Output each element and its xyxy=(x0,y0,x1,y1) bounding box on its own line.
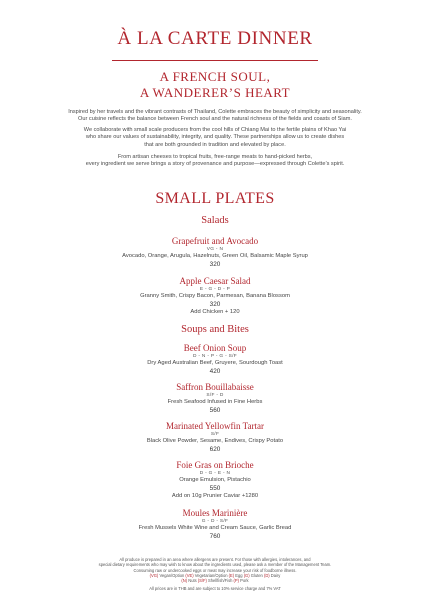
item-name: Moules Marinière xyxy=(182,508,248,518)
intro-paragraph-1 xyxy=(14,109,416,124)
item-description: Avocado, Orange, Arugula, Hazelnuts, Green Oil, Balsamic Maple Syrup xyxy=(122,253,308,259)
item-description: Fresh Seafood Infused in Fine Herbs xyxy=(167,399,263,405)
legend-label: Nuts xyxy=(188,578,197,584)
legend-label: Vegan/Option xyxy=(159,572,185,578)
menu-item xyxy=(0,236,430,269)
intro-line: every ingredient we serve brings a story of provenance and purpose—expressed through Colette’s spirit. xyxy=(85,161,345,168)
prices-note: All prices are in THB and are subject to 10% service charge and 7% VAT xyxy=(149,586,281,592)
legend-key: (N) xyxy=(181,578,188,584)
legend-key: (D) xyxy=(263,572,270,578)
allergen-legend-row xyxy=(40,578,390,583)
legend-key: (S/F) xyxy=(197,578,207,584)
item-add-on: Add on 10g Prunier Caviar +1280 xyxy=(171,493,259,500)
item-price: 560 xyxy=(209,406,221,414)
menu-item xyxy=(0,508,430,541)
menu-item xyxy=(0,382,430,415)
item-name: Beef Onion Soup xyxy=(183,343,247,353)
allergen-footer xyxy=(40,557,390,592)
item-name: Foie Gras on Brioche xyxy=(176,460,254,470)
tagline-line-1: A FRENCH SOUL, xyxy=(159,69,271,84)
item-allergens: VG - N xyxy=(206,247,224,252)
legend-label: Shellfish/Fish xyxy=(208,578,233,584)
footer-disclaimer: All produce is prepared in an area where allergens are present. For those with allergies, intolerances, and xyxy=(119,557,311,562)
item-allergens: G - D - S/F xyxy=(201,519,229,524)
intro-line: From artisan cheeses to tropical fruits, free-range meats to hand-picked herbs, xyxy=(117,154,313,160)
item-allergens: S/F - D xyxy=(206,393,224,398)
legend-label: Pork xyxy=(240,578,249,584)
subsection-title-salads: Salads xyxy=(201,215,229,226)
item-description: Orange Emulsion, Pistachio xyxy=(179,477,251,483)
legend-label: Gluten xyxy=(250,572,263,578)
item-allergens: S/F xyxy=(210,432,220,437)
menu-item xyxy=(0,343,430,376)
section-title-small-plates: SMALL PLATES xyxy=(155,190,275,207)
legend-key: (P) xyxy=(233,578,240,584)
intro-line: Our cuisine reflects the balance between French soul and the natural richness of the fields and coasts of Siam. xyxy=(78,116,352,123)
item-price: 320 xyxy=(209,300,221,308)
legend-key: (VE) xyxy=(185,572,194,578)
item-name: Saffron Bouillabaisse xyxy=(176,382,254,392)
menu-item xyxy=(0,421,430,454)
intro-line: Inspired by her travels and the vibrant contrasts of Thailand, Colette embraces the beauty of simplicity and seasonality. xyxy=(68,109,362,115)
item-allergens: D - G - E - N xyxy=(199,471,231,476)
item-name: Grapefruit and Avocado xyxy=(171,236,259,246)
legend-key: (VG) xyxy=(149,572,159,578)
item-price: 550 xyxy=(209,484,221,492)
item-description: Dry Aged Australian Beef, Gruyere, Sourdough Toast xyxy=(147,360,283,366)
tagline-line-2: A WANDERER’S HEART xyxy=(139,85,291,100)
subsection-title-soups-and-bites: Soups and Bites xyxy=(181,324,249,335)
legend-key: (E) xyxy=(228,572,235,578)
menu-title: À LA CARTE DINNER xyxy=(117,28,313,49)
legend-key: (G) xyxy=(243,572,250,578)
item-description: Fresh Mussels White Wine and Cream Sauce, Garlic Bread xyxy=(138,525,292,531)
item-allergens: D - N - P - G - S/F xyxy=(193,354,237,359)
item-price: 320 xyxy=(209,260,221,268)
legend-label: Egg xyxy=(235,572,243,578)
legend-label: Vegetarian/Option xyxy=(194,572,228,578)
item-description: Black Olive Powder, Sesame, Endives, Crispy Potato xyxy=(146,438,284,444)
item-description: Granny Smith, Crispy Bacon, Parmesan, Banana Blossom xyxy=(140,293,290,299)
legend-label: Dairy xyxy=(270,572,281,578)
item-price: 620 xyxy=(209,445,221,453)
item-add-on: Add Chicken + 120 xyxy=(190,309,240,316)
item-allergens: E - G - D - P xyxy=(199,287,231,292)
intro-line: We collaborate with small scale producers from the cool hills of Chiang Mai to the fertile plains of Khao Yai xyxy=(83,127,347,133)
menu-item xyxy=(0,460,430,501)
item-price: 760 xyxy=(209,532,221,540)
item-price: 420 xyxy=(209,367,221,375)
intro-paragraph-3 xyxy=(14,154,416,169)
title-divider xyxy=(112,60,318,61)
intro-line: who share our values of sustainability, integrity, and quality. These partnerships allow us to create dishes xyxy=(85,134,345,141)
menu-item xyxy=(0,276,430,317)
intro-line: that are both grounded in tradition and elevated by place. xyxy=(144,141,286,148)
item-name: Marinated Yellowfin Tartar xyxy=(166,421,264,431)
intro-paragraph-2 xyxy=(14,127,416,149)
footer-disclaimer: Consuming raw or undercooked eggs or meat may increase your risk of foodborne illness. xyxy=(133,567,297,573)
item-name: Apple Caesar Salad xyxy=(179,276,251,286)
footer-disclaimer: special dietary requirements who may wish to know about the ingredients used, please ask a member of the Management Team. xyxy=(98,562,332,568)
